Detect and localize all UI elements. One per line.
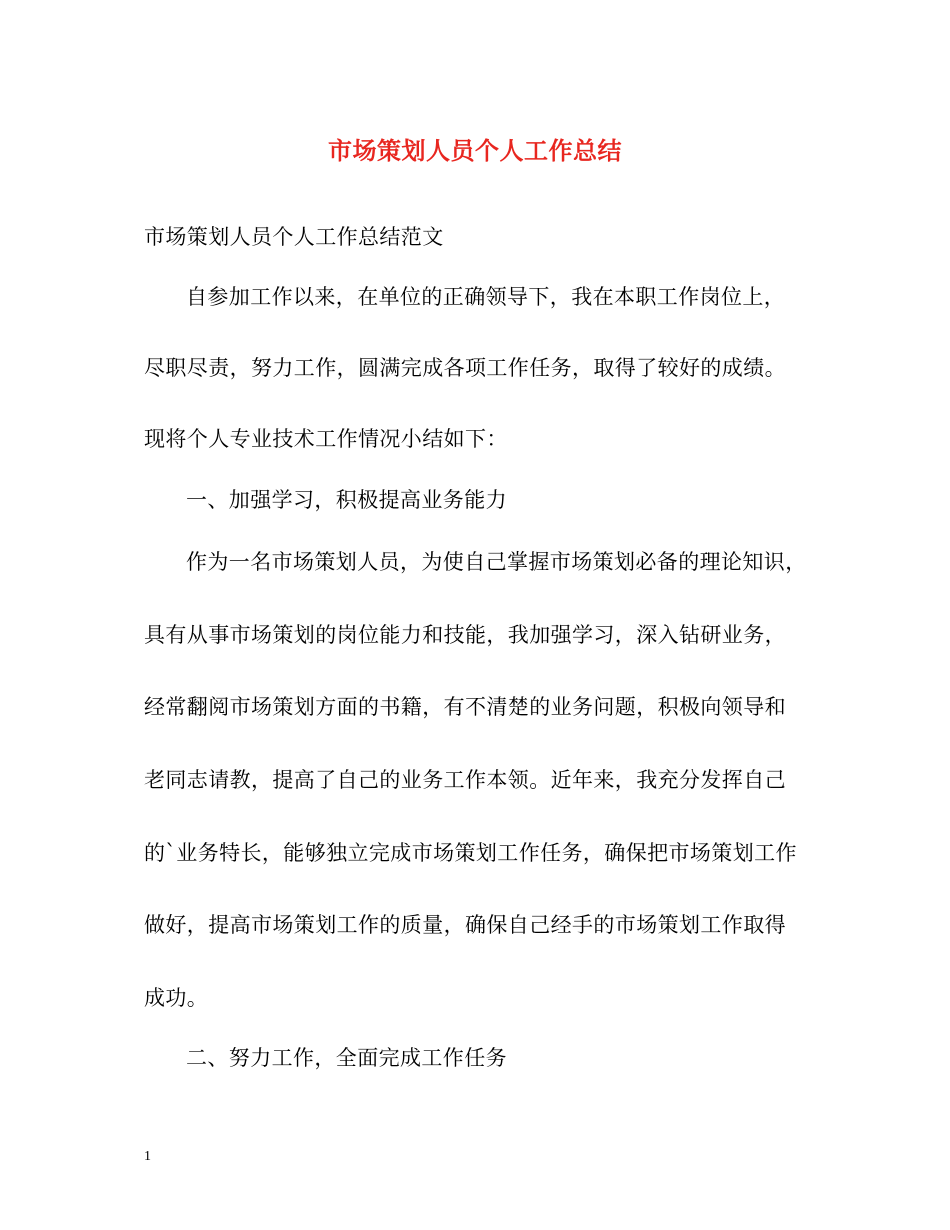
paragraph-line: 做好，提高市场策划工作的质量，确保自己经手的市场策划工作取得 [144, 913, 786, 937]
document-title: 市场策划人员个人工作总结 [328, 136, 622, 165]
paragraph-line: 成功。 [144, 986, 209, 1010]
document-subtitle: 市场策划人员个人工作总结范文 [144, 225, 444, 249]
paragraph-line: 具有从事市场策划的岗位能力和技能，我加强学习，深入钻研业务， [144, 623, 786, 647]
section-heading: 二、努力工作，全面完成工作任务 [186, 1046, 507, 1070]
paragraph-line: 经常翻阅市场策划方面的书籍，有不清楚的业务问题，积极向领导和 [144, 695, 786, 719]
paragraph-line: 现将个人专业技术工作情况小结如下： [144, 427, 508, 451]
paragraph-line: 尽职尽责，努力工作，圆满完成各项工作任务，取得了较好的成绩。 [144, 356, 786, 380]
paragraph-line: 的`业务特长，能够独立完成市场策划工作任务，确保把市场策划工作 [144, 841, 797, 865]
section-heading: 一、加强学习，积极提高业务能力 [186, 488, 507, 512]
paragraph-line: 作为一名市场策划人员，为使自己掌握市场策划必备的理论知识， [186, 550, 807, 574]
paragraph-line: 自参加工作以来，在单位的正确领导下，我在本职工作岗位上， [186, 285, 786, 309]
page-number: 1 [144, 1149, 151, 1164]
paragraph-line: 老同志请教，提高了自己的业务工作本领。近年来，我充分发挥自己 [144, 768, 786, 792]
